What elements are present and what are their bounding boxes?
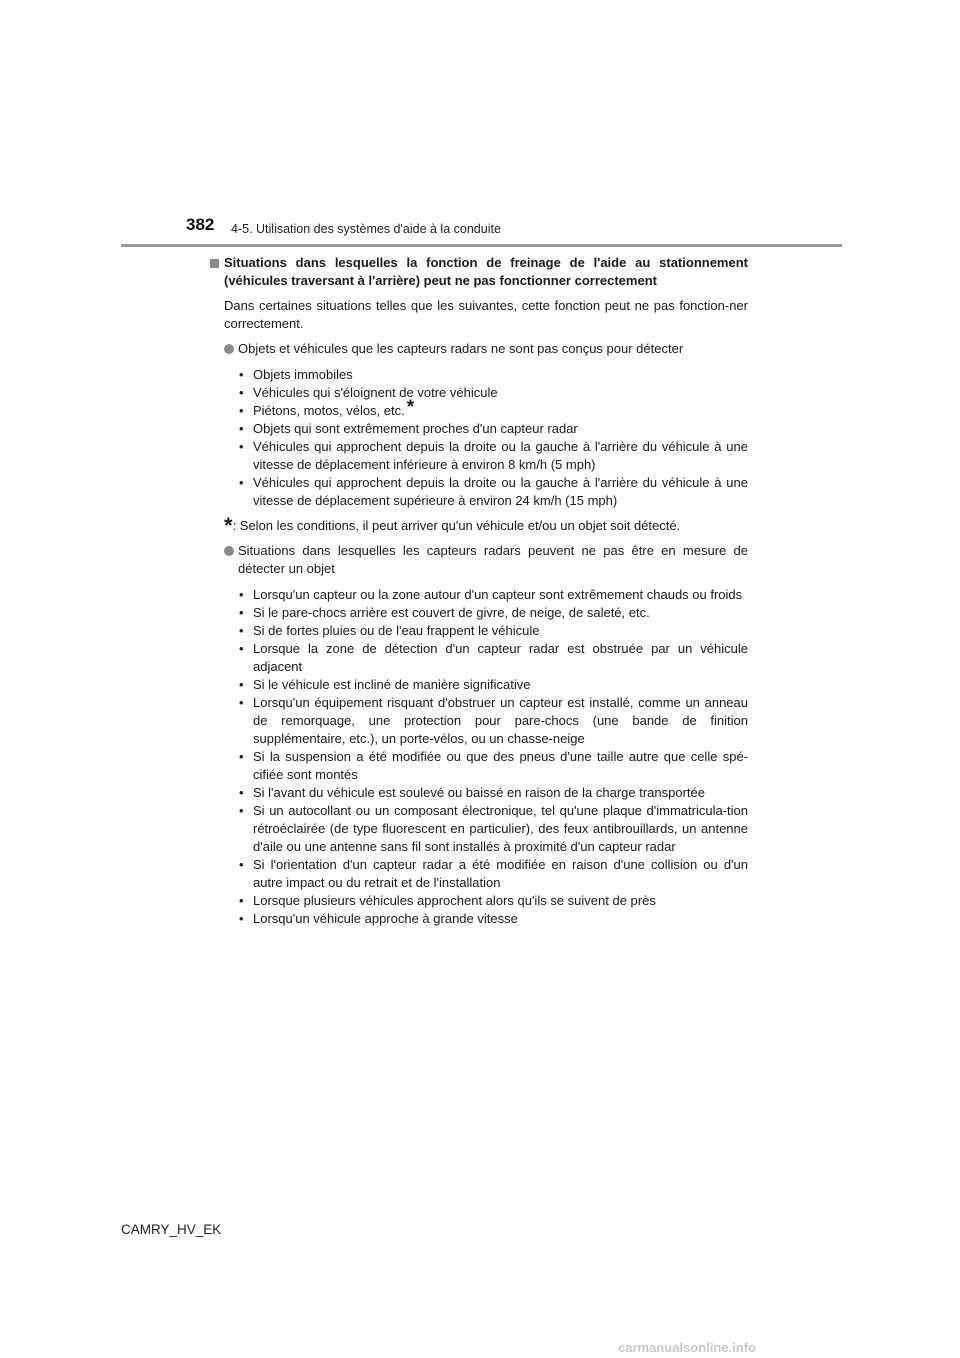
- footnote: [210, 513, 748, 538]
- list-item: • Si un autocollant ou un composant électronique, tel qu'une plaque d'immatricula-tion rétroéclairée (de type fluorescent en particulier), des feux antibrouillards, un antenne d'aile ou une antenne sans fil sont installés à proximité d'un capteur radar: [239, 803, 748, 854]
- list-item: • Si l'avant du véhicule est soulevé ou baissé en raison de la charge transportée: [239, 785, 705, 800]
- list-item: • Véhicules qui s'éloignent de votre véhicule: [239, 385, 498, 400]
- intro-paragraph: Dans certaines situations telles que les suivantes, cette fonction peut ne pas fonction-ner correctement.: [224, 298, 748, 331]
- section-title: 4-5. Utilisation des systèmes d'aide à la conduite: [231, 222, 501, 236]
- footer-model-code: CAMRY_HV_EK: [121, 1222, 222, 1237]
- list-item: • Objets qui sont extrêmement proches d'un capteur radar: [239, 421, 578, 436]
- section-heading: [210, 254, 748, 290]
- list-item: • Si l'orientation d'un capteur radar a été modifiée en raison d'une collision ou d'un autre impact ou du retrait et de l'installation: [239, 857, 748, 890]
- header-rule: [121, 244, 842, 247]
- footnote-text: : Selon les conditions, il peut arriver qu'un véhicule et/ou un objet soit détecté.: [232, 518, 681, 533]
- section-heading-text: Situations dans lesquelles la fonction de freinage de l'aide au stationnement (véhicules traversant à l'arrière) peut ne pas fonctionner correctement: [224, 255, 748, 288]
- list-item: • Piétons, motos, vélos, etc. *: [239, 397, 415, 418]
- square-bullet-icon: [210, 259, 219, 268]
- bullet-may-not-detect: [210, 542, 748, 578]
- page-content: [210, 254, 748, 928]
- list-item: • Véhicules qui approchent depuis la droite ou la gauche à l'arrière du véhicule à une vitesse de déplacement supérieure à environ 24 km/h (15 mph): [239, 475, 748, 508]
- sub-list: [210, 586, 748, 928]
- list-item: • Lorsque plusieurs véhicules approchent alors qu'ils se suivent de près: [239, 893, 656, 908]
- list-item: • Si de fortes pluies ou de l'eau frappent le véhicule: [239, 623, 540, 638]
- list-item: • Si le pare-chocs arrière est couvert de givre, de neige, de saleté, etc.: [239, 605, 650, 620]
- bullet-not-designed: [210, 340, 748, 358]
- footnote-star: *: [224, 513, 233, 538]
- sub-list: [210, 366, 748, 510]
- list-item: • Lorsqu'un véhicule approche à grande vitesse: [239, 911, 518, 926]
- list-item: • Lorsqu'un capteur ou la zone autour d'un capteur sont extrêmement chauds ou froids: [239, 587, 743, 602]
- bullet-text: Situations dans lesquelles les capteurs radars peuvent ne pas être en mesure de détecter un objet: [238, 543, 748, 576]
- bullet-text: Objets et véhicules que les capteurs radars ne sont pas conçus pour détecter: [238, 341, 684, 356]
- page-number: 382: [186, 215, 215, 234]
- list-item: • Lorsqu'un équipement risquant d'obstruer un capteur est installé, comme un anneau de remorquage, une protection pour pare-chocs (une bande de finition supplémentaire, etc.), un porte-vélos, ou un chasse-neige: [239, 695, 748, 746]
- list-item: • Si la suspension a été modifiée ou que des pneus d'une taille autre que celle spé-cifiée sont montés: [239, 749, 748, 782]
- circle-bullet-icon: [224, 344, 234, 354]
- footnote-star-marker: *: [406, 397, 415, 418]
- list-item: • Objets immobiles: [239, 367, 353, 382]
- list-item: • Si le véhicule est incliné de manière significative: [239, 677, 531, 692]
- list-item: • Lorsque la zone de détection d'un capteur radar est obstruée par un véhicule adjacent: [239, 641, 748, 674]
- watermark: carmanualsonline.info: [618, 1340, 756, 1355]
- circle-bullet-icon: [224, 546, 234, 556]
- list-item: • Véhicules qui approchent depuis la droite ou la gauche à l'arrière du véhicule à une vitesse de déplacement inférieure à environ 8 km/h (5 mph): [239, 439, 748, 472]
